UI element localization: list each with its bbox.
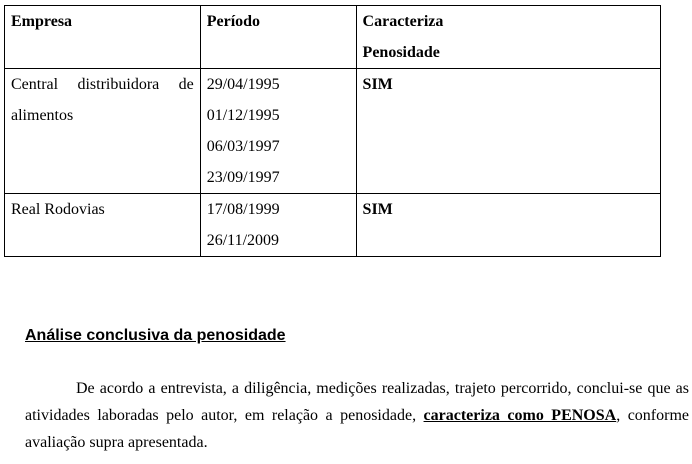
periodo-date: 17/08/1999: [206, 201, 280, 218]
table-header-row: [5, 6, 661, 69]
conclusion-emphasis: caracteriza como PENOSA: [423, 407, 617, 424]
cell-periodo: [200, 69, 356, 194]
header-caracteriza: [356, 6, 660, 69]
header-empresa: Empresa: [5, 6, 201, 69]
conclusion-text-after: , conforme avaliação supra apresentada.: [25, 407, 689, 451]
cell-caracteriza: SIM: [356, 69, 660, 194]
periodo-date: 06/03/1997: [206, 138, 280, 155]
periodo-date: 01/12/1995: [206, 107, 280, 124]
empresa-line: Central distribuidora de: [11, 76, 194, 93]
empresa-line: Real Rodovias: [11, 201, 105, 218]
periodo-date: 26/11/2009: [206, 232, 280, 249]
penosidade-table: [4, 5, 661, 257]
conclusion-text-before: De acordo a entrevista, a diligência, medições realizadas, trajeto percorrido, conclui-se que as atividades laboradas pelo autor, em relação a penosidade,: [25, 380, 689, 424]
periodo-date: 23/09/1997: [206, 169, 280, 186]
conclusion-paragraph: [25, 375, 689, 456]
header-caracteriza-line1: Caracteriza: [362, 13, 444, 30]
table-row: [5, 69, 661, 194]
table-row: [5, 194, 661, 257]
cell-empresa: [5, 69, 201, 194]
cell-caracteriza: SIM: [356, 194, 660, 257]
empresa-line: alimentos: [11, 107, 74, 124]
section-title: Análise conclusiva da penosidade: [25, 327, 286, 344]
header-caracteriza-line2: Penosidade: [362, 44, 440, 61]
periodo-date: 29/04/1995: [206, 76, 280, 93]
cell-empresa: [5, 194, 201, 257]
cell-periodo: [200, 194, 356, 257]
header-periodo: Período: [200, 6, 356, 69]
